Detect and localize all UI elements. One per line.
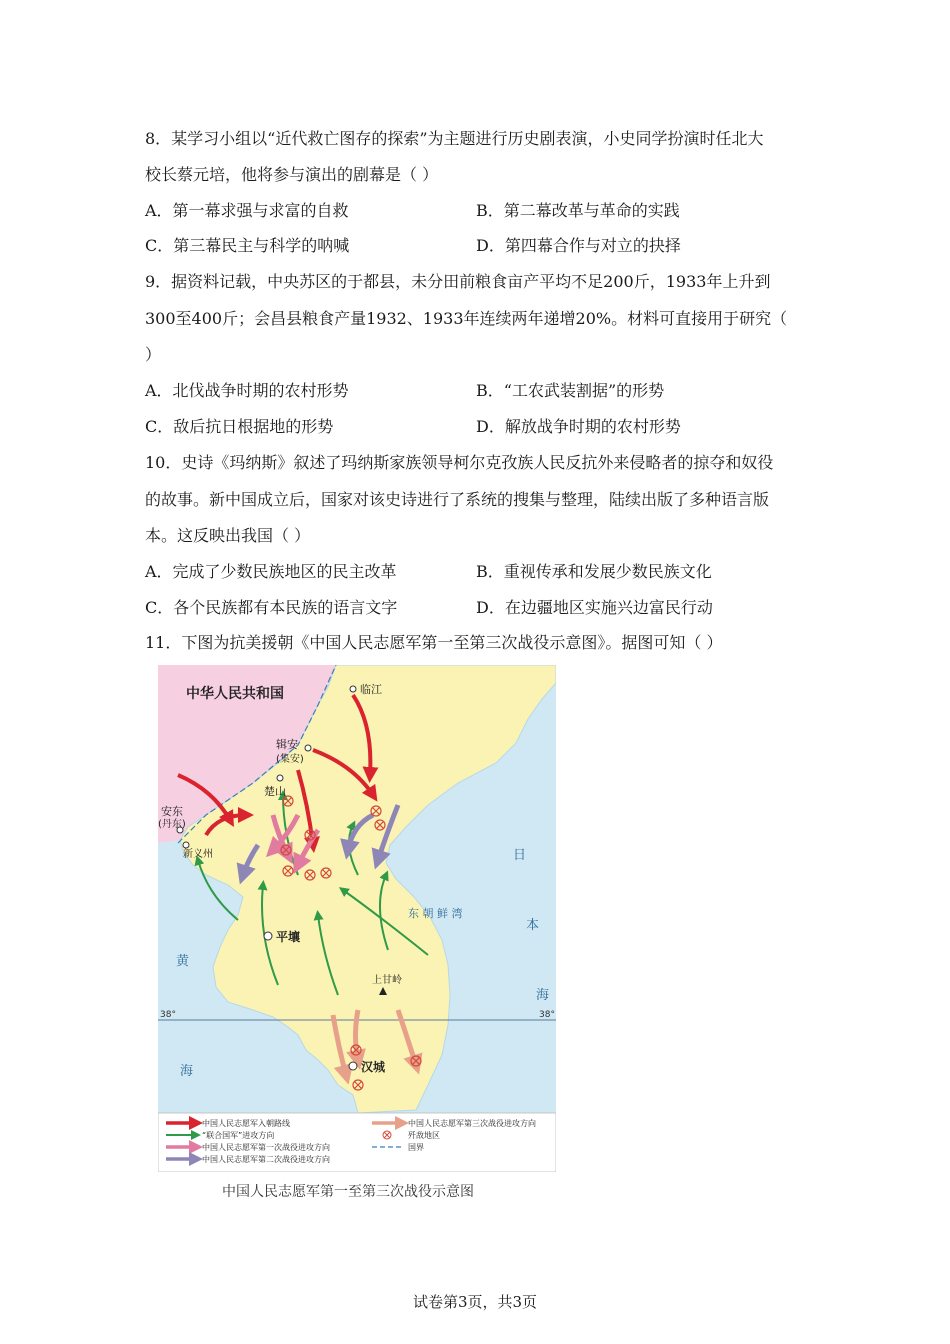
q9-line-3: ） <box>145 345 162 364</box>
japan-sea-label-3: 海 <box>536 988 550 1003</box>
pyongyang-dot <box>264 932 272 940</box>
korean-war-campaign-map <box>158 665 556 1172</box>
shangganling-label: 上甘岭 <box>372 975 402 986</box>
legend-annihilated-label: 歼敌地区 <box>408 1131 440 1140</box>
q8-line-1: 8．某学习小组以“近代救亡图存的探索”为主题进行历史剧表演，小史同学扮演时任北大 <box>145 129 764 148</box>
seoul-dot <box>349 1062 357 1070</box>
seoul-label: 汉城 <box>361 1060 386 1074</box>
q8-option-b: B．第二幕改革与革命的实践 <box>476 201 680 220</box>
legend-third-label: 中国人民志愿军第三次战役进攻方向 <box>408 1119 536 1128</box>
xinyizhou-dot <box>183 842 189 848</box>
q8-option-d: D．第四幕合作与对立的抉择 <box>476 236 681 255</box>
q11-line-1: 11．下图为抗美援朝《中国人民志愿军第一至第三次战役示意图》。据图可知（ ） <box>145 633 723 652</box>
linjiang-dot <box>350 686 356 692</box>
andong-alt-label: (丹东) <box>158 819 186 830</box>
parallel-38-left-label: 38° <box>160 1010 176 1020</box>
jian-alt-label: (集安) <box>276 754 304 765</box>
q9-line-1: 9．据资料记载，中央苏区的于都县，未分田前粮食亩产平均不足200斤，1933年上升到 <box>145 272 771 291</box>
legend-entry-label: 中国人民志愿军入朝路线 <box>202 1119 290 1128</box>
parallel-38-right-label: 38° <box>539 1010 555 1020</box>
q9-option-c: C．敌后抗日根据地的形势 <box>145 417 334 436</box>
q8-option-a: A．第一幕求强与求富的自救 <box>145 201 349 220</box>
linjiang-label: 临江 <box>360 683 382 696</box>
legend-first-label: 中国人民志愿军第一次战役进攻方向 <box>202 1143 330 1152</box>
legend-second-label: 中国人民志愿军第二次战役进攻方向 <box>202 1155 330 1164</box>
q10-option-b: B．重视传承和发展少数民族文化 <box>476 562 712 581</box>
east-bay-label: 东 朝 鲜 湾 <box>408 907 463 920</box>
q9-option-d: D．解放战争时期的农村形势 <box>476 417 681 436</box>
xinyizhou-label: 新义州 <box>183 849 213 860</box>
q10-line-2: 的故事。新中国成立后，国家对该史诗进行了系统的搜集与整理，陆续出版了多种语言版 <box>145 490 770 509</box>
japan-sea-label-1: 日 <box>513 848 527 863</box>
q8-option-c: C．第三幕民主与科学的呐喊 <box>145 236 350 255</box>
q10-line-3: 本。这反映出我国（ ） <box>145 526 311 545</box>
page-footer: 试卷第3页，共3页 <box>412 1293 538 1311</box>
pyongyang-label: 平壤 <box>276 930 301 944</box>
map-caption: 中国人民志愿军第一至第三次战役示意图 <box>222 1184 474 1200</box>
jian-label: 辑安 <box>276 738 298 751</box>
q9-line-2: 300至400斤；会昌县粮食产量1932、1933年连续两年递增20%。材料可直接用于研究（ <box>145 309 788 328</box>
chushan-label: 楚山 <box>264 785 286 798</box>
chushan-dot <box>277 775 283 781</box>
q8-line-2: 校长蔡元培，他将参与演出的剧幕是（ ） <box>145 165 439 184</box>
legend-un-label: “联合国军”进攻方向 <box>202 1131 275 1140</box>
q10-line-1: 10．史诗《玛纳斯》叙述了玛纳斯家族领导柯尔克孜族人民反抗外来侵略者的掠夺和奴役 <box>145 453 774 472</box>
q9-option-a: A．北伐战争时期的农村形势 <box>145 381 349 400</box>
third-campaign-arrow <box>356 1010 359 1060</box>
yellow-sea-label-2: 海 <box>180 1064 194 1079</box>
japan-sea-label-2: 本 <box>526 918 540 933</box>
legend-border-label: 国界 <box>408 1143 424 1152</box>
q10-option-d: D．在边疆地区实施兴边富民行动 <box>476 598 713 617</box>
q10-option-a: A．完成了少数民族地区的民主改革 <box>145 562 397 581</box>
china-label: 中华人民共和国 <box>186 686 284 702</box>
jian-dot <box>305 745 311 751</box>
andong-label: 安东 <box>161 805 183 818</box>
q10-option-c: C．各个民族都有本民族的语言文字 <box>145 598 398 617</box>
q9-option-b: B．“工农武装割据”的形势 <box>476 381 665 400</box>
map-legend <box>158 1113 556 1172</box>
yellow-sea-label-1: 黄 <box>176 954 190 969</box>
